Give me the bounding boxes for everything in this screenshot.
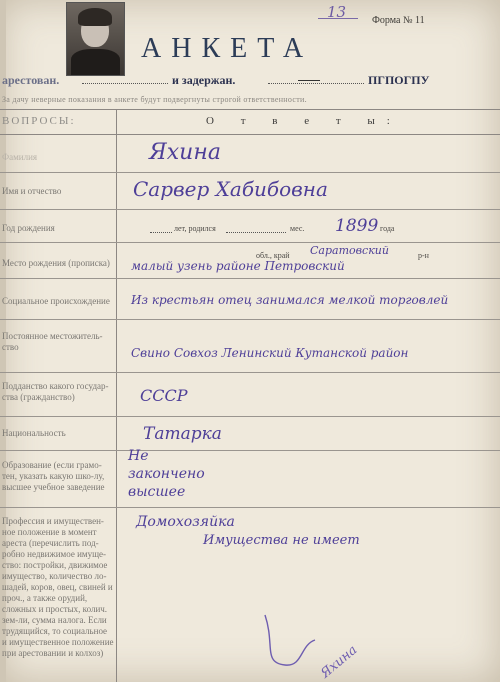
- question-birth-year: Год рождения: [2, 223, 55, 233]
- answer-citizenship: СССР: [140, 386, 188, 405]
- answer-region: Саратовский: [310, 244, 389, 257]
- detained-blank: [268, 83, 364, 84]
- district-label: р-н: [418, 251, 429, 260]
- form-title: АНКЕТА: [141, 33, 314, 64]
- table-header: [0, 109, 500, 135]
- arrested-blank: [82, 83, 168, 84]
- handwritten-page-number: 13: [327, 3, 347, 21]
- warning-note: За дачу неверные показания в анкете будут подвергнуты строгой ответственности.: [2, 95, 307, 104]
- agency-label: ПГПОГПУ: [368, 73, 430, 87]
- question-name-patronymic: Имя и отчество: [2, 186, 62, 196]
- portrait-photo: [66, 2, 125, 76]
- detained-label: и задержан.: [172, 73, 236, 87]
- answer-social-origin: Из крестьян отец занимался мелкой торговлей: [131, 293, 449, 307]
- answer-property: Имущества не имеет: [203, 533, 360, 548]
- question-nationality: Национальность: [2, 428, 66, 438]
- row-separator: [0, 416, 500, 417]
- photo-hair: [78, 8, 112, 26]
- question-surname: Фамилия: [2, 152, 38, 162]
- column-divider: [116, 109, 117, 682]
- question-citizenship: Подданство какого государ-ства (гражданство): [2, 381, 109, 402]
- row-separator: [0, 372, 500, 373]
- answer-education: Не закончено высшее: [128, 448, 205, 500]
- questions-header: ВОПРОСЫ:: [2, 115, 76, 127]
- answers-header: О т в е т ы:: [206, 115, 402, 127]
- row-separator: [0, 319, 500, 320]
- answer-nationality: Татарка: [143, 424, 222, 444]
- row-separator: [0, 242, 500, 243]
- question-residence: Постоянное местожитель-ство: [2, 331, 103, 352]
- row-separator: [0, 278, 500, 279]
- question-education: Образование (если грамо-тен, указать какую шко-лу, высшее учебное заведение: [2, 460, 105, 492]
- page-number-underline: [318, 18, 358, 19]
- row-separator: [0, 450, 500, 451]
- answer-residence: Свино Совхоз Ленинский Кутанской район: [131, 346, 409, 360]
- row-separator: [0, 172, 500, 173]
- month-blank: [226, 232, 286, 233]
- arrested-label: арестован.: [2, 73, 60, 87]
- year-label: года: [380, 224, 395, 233]
- born-label: лет, родился: [174, 224, 216, 233]
- answer-name-patronymic: Сарвер Хабибовна: [133, 177, 328, 201]
- question-property: Профессия и имуществен-ное положение в момент ареста (перечислить под-робно недвижимое имуще-ство: постройки, движимое имущество, количество ло-шадей, коров, овец, свиней и проч., а также орудий, сложных и простых, колич. зем-ли, сумма налога. Если трудящийся, то социальное и имущественное положение при арестовании и колхоз): [2, 516, 114, 658]
- question-birthplace: Место рождения (прописка): [2, 258, 110, 268]
- answer-occupation: Домохозяйка: [136, 514, 235, 530]
- age-blank: [150, 232, 172, 233]
- signature-stroke: [255, 605, 325, 675]
- answer-birth-year: 1899: [335, 216, 379, 236]
- month-label: мес.: [290, 224, 305, 233]
- answer-birthplace: малый узень районе Петровский: [131, 259, 345, 273]
- arrest-status-row: [0, 73, 500, 89]
- row-separator: [0, 507, 500, 508]
- detained-dash: [298, 80, 320, 81]
- signature: Яхина: [318, 642, 361, 682]
- region-label: обл., край: [256, 251, 290, 260]
- form-number: Форма № 11: [372, 15, 425, 26]
- answer-surname: Яхина: [149, 140, 221, 165]
- row-separator: [0, 209, 500, 210]
- photo-shoulders: [71, 49, 120, 75]
- question-social-origin: Социальное происхождение: [2, 296, 110, 306]
